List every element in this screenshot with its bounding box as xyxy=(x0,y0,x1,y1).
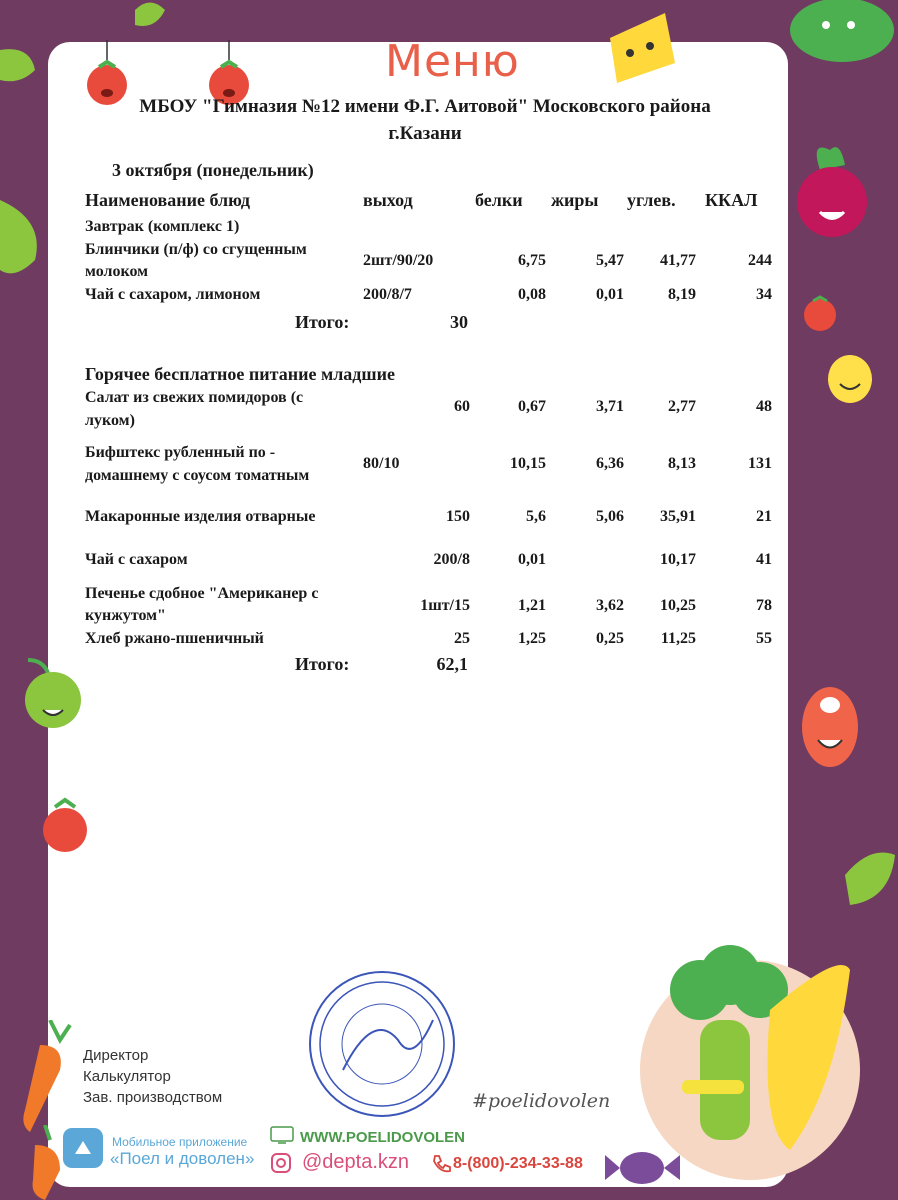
dish-fat: 6,36 xyxy=(596,455,624,472)
dish-carbs: 10,17 xyxy=(660,551,696,568)
dish-protein: 6,75 xyxy=(518,252,546,269)
school-name xyxy=(95,93,755,147)
column-header-carbs: углев. xyxy=(627,190,676,210)
section-title-breakfast: Завтрак (комплекс 1) xyxy=(85,218,240,235)
dish-name: Чай с сахаром, лимоном xyxy=(85,286,261,303)
school-line-2: г.Казани xyxy=(388,123,462,144)
dish-protein: 10,15 xyxy=(510,455,546,472)
dish-kcal: 21 xyxy=(756,508,772,525)
carrot-icon xyxy=(15,1020,75,1135)
phone-number[interactable]: 8-(800)-234-33-88 xyxy=(453,1155,583,1172)
dish-carbs: 2,77 xyxy=(668,398,696,415)
production-label: Зав. производством xyxy=(83,1089,223,1106)
menu-title: Меню xyxy=(385,36,520,87)
dish-protein: 1,25 xyxy=(518,630,546,647)
menu-date: 3 октября (понедельник) xyxy=(112,160,314,180)
dish-kcal: 244 xyxy=(748,252,772,269)
dish-carbs: 41,77 xyxy=(660,252,696,269)
instagram-icon xyxy=(270,1152,292,1174)
dish-kcal: 55 xyxy=(756,630,772,647)
app-caption: Мобильное приложение xyxy=(112,1135,248,1149)
calculator-label: Калькулятор xyxy=(83,1068,171,1085)
dish-carbs: 8,13 xyxy=(668,455,696,472)
dish-fat: 5,47 xyxy=(596,252,624,269)
leaf-icon xyxy=(130,0,170,35)
school-line-1: МБОУ "Гимназия №12 имени Ф.Г. Аитовой" Московского района xyxy=(139,96,711,117)
dish-carbs: 8,19 xyxy=(668,286,696,303)
dish-name: Блинчики (п/ф) со сгущенным xyxy=(85,241,307,258)
dish-name-cont: кунжутом" xyxy=(85,607,166,624)
dish-kcal: 131 xyxy=(748,455,772,472)
leaf-icon xyxy=(0,200,45,285)
total-label: Итого: xyxy=(295,312,350,332)
leaf-icon xyxy=(840,845,898,910)
candy-icon xyxy=(600,1140,685,1195)
dish-protein: 5,6 xyxy=(526,508,546,525)
dish-output: 200/8/7 xyxy=(363,286,412,303)
section-title-lunch: Горячее бесплатное питание младшие xyxy=(85,364,395,384)
column-header-protein: белки xyxy=(475,190,523,210)
dish-fat: 5,06 xyxy=(596,508,624,525)
dish-kcal: 34 xyxy=(756,286,772,303)
website-icon xyxy=(270,1125,294,1145)
dish-fat: 0,25 xyxy=(596,630,624,647)
dish-protein: 0,67 xyxy=(518,398,546,415)
dish-output: 2шт/90/20 xyxy=(363,252,434,269)
dish-output: 150 xyxy=(446,508,470,525)
dish-name: Салат из свежих помидоров (с xyxy=(85,389,304,406)
website-link[interactable]: WWW.POELIDOVOLEN xyxy=(300,1129,465,1146)
dish-name-cont: луком) xyxy=(85,412,135,429)
hashtag: #poelidovolen xyxy=(472,1090,611,1112)
dish-name: Бифштекс рубленный по - xyxy=(85,444,276,461)
meat-icon xyxy=(800,685,860,770)
beet-icon xyxy=(790,140,875,250)
dish-name: Хлеб ржано-пшеничный xyxy=(85,630,264,647)
column-header-name: Наименование блюд xyxy=(85,190,250,210)
official-stamp xyxy=(303,970,461,1118)
dish-name: Печенье сдобное "Американер с xyxy=(85,585,319,602)
lettuce-icon xyxy=(786,0,898,65)
total-label: Итого: xyxy=(295,654,350,674)
instagram-link[interactable]: @depta.kzn xyxy=(302,1151,410,1173)
column-header-fat: жиры xyxy=(551,190,599,210)
dish-name: Макаронные изделия отварные xyxy=(85,508,316,525)
leaf-icon xyxy=(0,40,40,90)
dish-output: 1шт/15 xyxy=(420,597,470,614)
tomato-icon xyxy=(800,293,840,333)
total-value: 62,1 xyxy=(436,654,468,674)
dish-carbs: 11,25 xyxy=(660,630,696,647)
dish-protein: 0,08 xyxy=(518,286,546,303)
dish-carbs: 35,91 xyxy=(660,508,696,525)
dish-name: Чай с сахаром xyxy=(85,551,188,568)
column-header-output: выход xyxy=(363,190,413,210)
dish-kcal: 48 xyxy=(756,398,772,415)
dish-fat: 3,71 xyxy=(596,398,624,415)
dish-carbs: 10,25 xyxy=(660,597,696,614)
dish-fat: 3,62 xyxy=(596,597,624,614)
tomato-icon xyxy=(40,795,90,855)
phone-icon xyxy=(430,1153,452,1175)
app-icon[interactable] xyxy=(62,1127,104,1169)
dish-fat: 0,01 xyxy=(596,286,624,303)
column-header-kcal: ККАЛ xyxy=(705,190,758,210)
director-label: Директор xyxy=(83,1047,149,1064)
app-name: «Поел и доволен» xyxy=(110,1149,255,1168)
apple-icon xyxy=(18,655,88,730)
total-value: 30 xyxy=(450,312,468,332)
dish-output: 80/10 xyxy=(363,455,400,472)
dish-name-cont: молоком xyxy=(85,263,149,280)
dish-output: 200/8 xyxy=(433,551,470,568)
dish-output: 60 xyxy=(454,398,470,415)
dish-protein: 0,01 xyxy=(518,551,546,568)
dish-kcal: 78 xyxy=(756,597,772,614)
cheese-icon xyxy=(605,8,680,88)
lemon-icon xyxy=(825,352,875,407)
dish-output: 25 xyxy=(454,630,470,647)
dish-protein: 1,21 xyxy=(518,597,546,614)
dish-kcal: 41 xyxy=(756,551,772,568)
dish-name-cont: домашнему с соусом томатным xyxy=(85,467,310,484)
